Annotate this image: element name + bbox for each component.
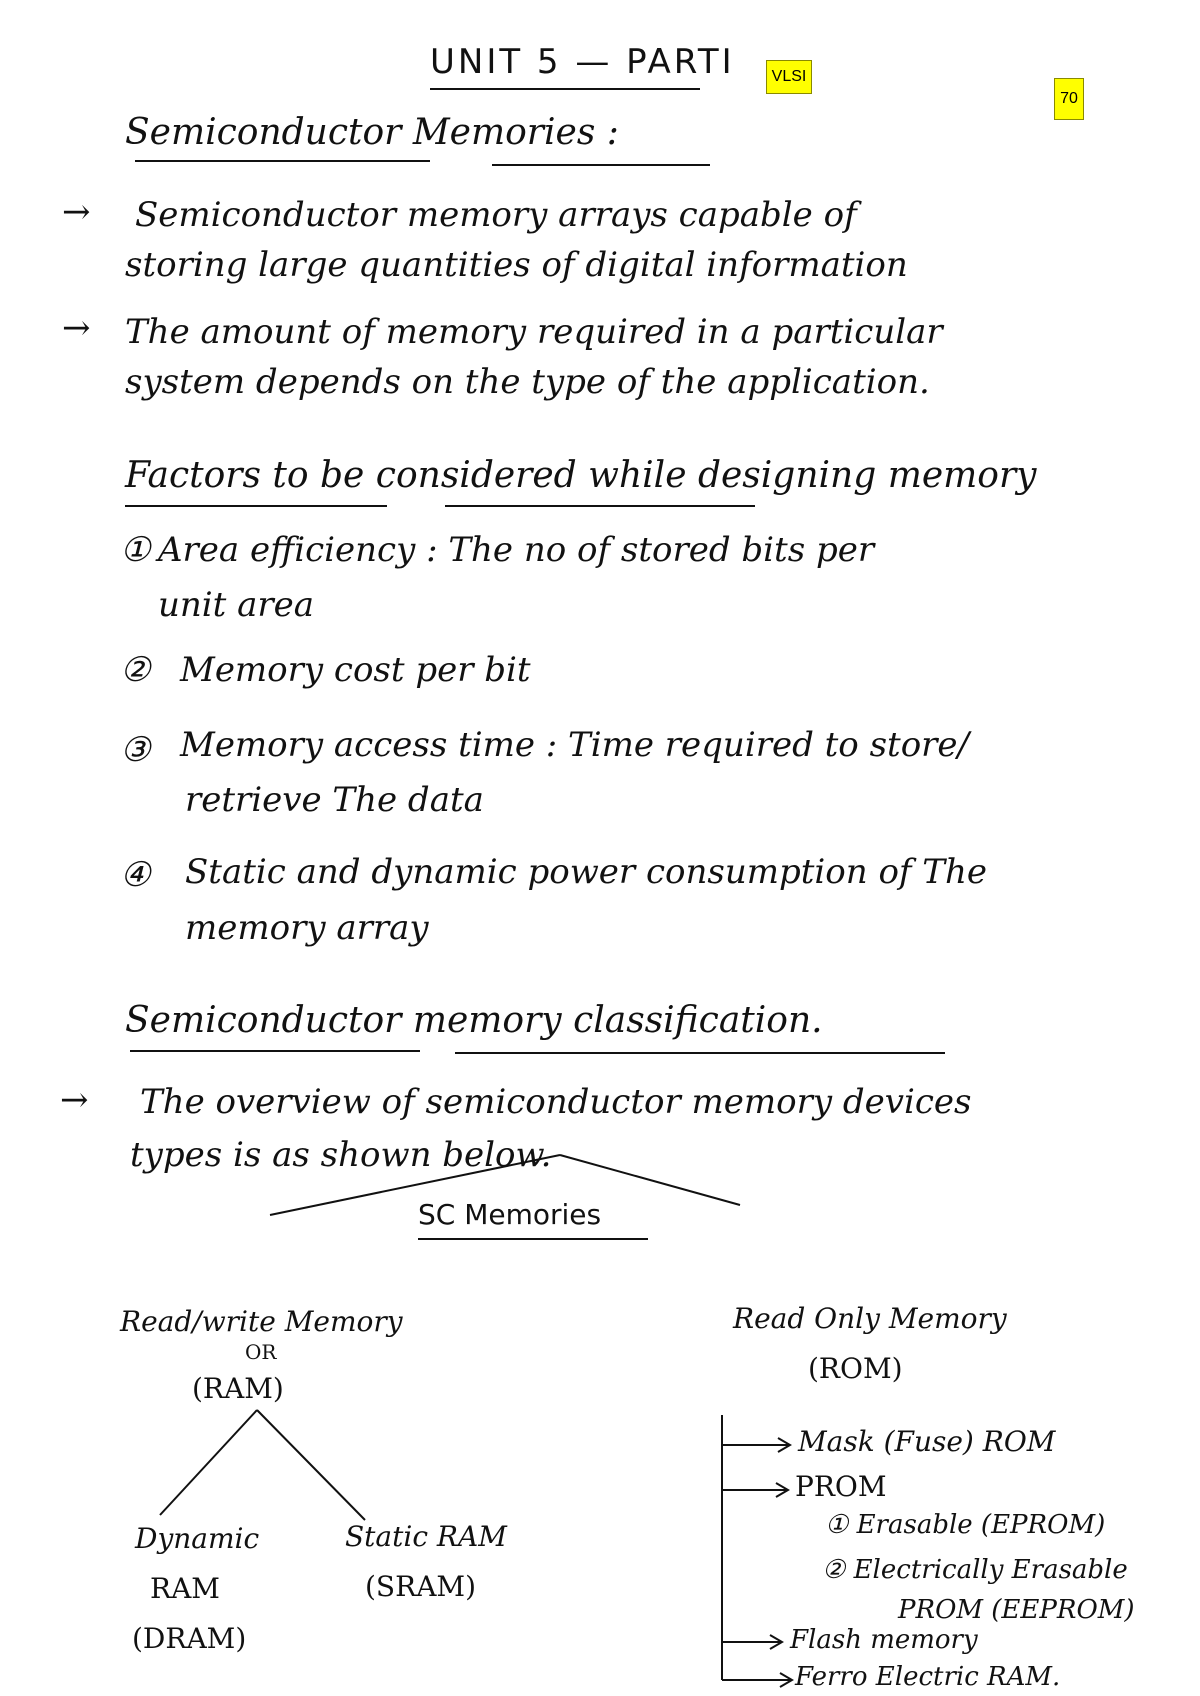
bullet2-line2: system depends on the type of the application.	[125, 362, 930, 402]
line-ram-dram	[160, 1410, 257, 1515]
section3-marker: →	[60, 1080, 89, 1120]
section3-underline-a	[130, 1050, 420, 1052]
section2-underline-b	[445, 505, 755, 507]
factor4-number: ④	[120, 855, 151, 895]
sram-label: Static RAM	[345, 1520, 507, 1553]
ram-or: OR	[245, 1340, 277, 1364]
bullet1-line2: storing large quantities of digital information	[125, 245, 908, 285]
bullet2-marker: →	[62, 308, 91, 348]
page-number-tag: 70	[1054, 78, 1084, 120]
factor1-number: ①	[120, 530, 151, 570]
rom-mask: Mask (Fuse) ROM	[798, 1425, 1056, 1458]
factor3-number: ③	[120, 730, 151, 770]
line-ram-sram	[257, 1410, 365, 1520]
rom-eprom: ① Erasable (EPROM)	[825, 1510, 1106, 1540]
section3-line2: types is as shown below.	[130, 1135, 552, 1175]
vlsi-tag: VLSI	[766, 60, 812, 94]
factor4-line1: Static and dynamic power consumption of The	[185, 852, 988, 892]
bullet1-line1: Semiconductor memory arrays capable of	[135, 195, 857, 235]
section3-line1: The overview of semiconductor memory devices	[140, 1082, 972, 1122]
section2-underline-a	[125, 505, 387, 507]
sram-abbr: (SRAM)	[365, 1570, 477, 1603]
factor3-line2: retrieve The data	[185, 780, 484, 820]
tree-root-label: SC Memories	[418, 1198, 602, 1231]
rom-eeprom-1: ② Electrically Erasable	[822, 1555, 1128, 1585]
rom-flash: Flash memory	[790, 1625, 978, 1655]
dram-label-1: Dynamic	[135, 1522, 260, 1555]
rom-fram: Ferro Electric RAM.	[795, 1662, 1061, 1692]
bullet1-marker: →	[62, 192, 91, 232]
rom-eeprom-2: PROM (EEPROM)	[898, 1595, 1135, 1625]
factor2-number: ②	[120, 650, 151, 690]
factor3-line1: Memory access time : Time required to store/	[180, 725, 969, 765]
ram-label: Read/write Memory	[120, 1305, 403, 1338]
rom-prom: PROM	[795, 1470, 887, 1503]
bullet2-line1: The amount of memory required in a particular	[125, 312, 943, 352]
ram-abbr: (RAM)	[192, 1372, 284, 1405]
section3-heading: Semiconductor memory classification.	[125, 1000, 823, 1041]
unit-title-underline	[430, 88, 700, 90]
section1-underline-a	[135, 160, 430, 162]
unit-title: UNIT 5 — PARTI	[430, 42, 735, 82]
section1-heading: Semiconductor Memories :	[125, 112, 619, 153]
factor4-line2: memory array	[185, 908, 429, 948]
section1-underline-b	[492, 164, 710, 166]
dram-abbr: (DRAM)	[132, 1622, 247, 1655]
factor1-line1: Area efficiency : The no of stored bits per	[158, 530, 875, 570]
rom-label: Read Only Memory	[733, 1302, 1007, 1335]
tree-root-underline	[418, 1238, 648, 1240]
rom-abbr: (ROM)	[808, 1352, 903, 1385]
factor2-line1: Memory cost per bit	[180, 650, 531, 690]
factor1-line2: unit area	[158, 585, 315, 625]
section3-underline-b	[455, 1052, 945, 1054]
section2-heading: Factors to be considered while designing memory	[125, 455, 1037, 496]
dram-label-2: RAM	[150, 1572, 220, 1605]
